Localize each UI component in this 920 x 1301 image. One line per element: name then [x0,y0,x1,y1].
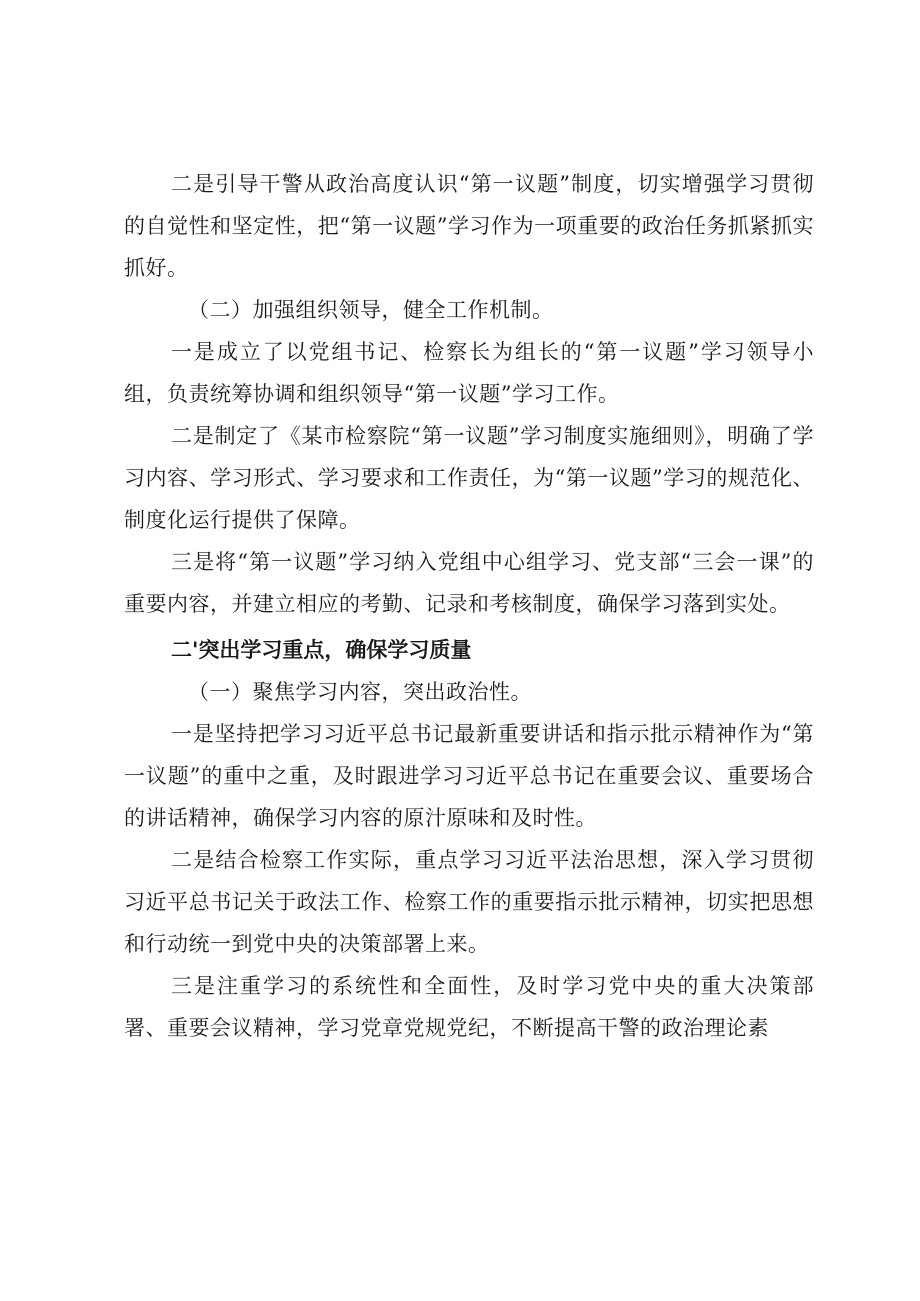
subheading-1: （一）聚焦学习内容，突出政治性。 [188,680,532,704]
paragraph-1: 二是引导干警从政治高度认识“第一议题”制度，切实增强学习贯彻的自觉性和坚定性，把“第一议题”学习作为一项重要的政治任务抓紧抓实抓好。 [124,172,814,280]
paragraph-8: 一是坚持把学习习近平总书记最新重要讲话和指示批示精神作为“第一议题”的重中之重，及时跟进学习习近平总书记在重要会议、重要场合的讲话精神，确保学习内容的原汁原味和及时性。 [124,722,814,830]
paragraph-10: 三是注重学习的系统性和全面性，及时学习党中央的重大决策部署、重要会议精神，学习党章党规党纪，不断提高干警的政治理论素 [124,974,814,1040]
paragraph-9: 二是结合检察工作实际，重点学习习近平法治思想，深入学习贯彻习近平总书记关于政法工作、检察工作的重要指示批示精神，切实把思想和行动统一到党中央的决策部署上来。 [124,848,814,956]
section-heading-2: 二'突出学习重点，确保学习质量 [171,638,472,662]
paragraph-5: 三是将“第一议题”学习纳入党组中心组学习、党支部“三会一课”的重要内容，并建立相应的考勤、记录和考核制度，确保学习落到实处。 [124,550,814,616]
paragraph-4: 二是制定了《某市检察院“第一议题”学习制度实施细则》，明确了学习内容、学习形式、学习要求和工作责任，为“第一议题”学习的规范化、制度化运行提供了保障。 [124,424,814,532]
paragraph-3: 一是成立了以党组书记、检察长为组长的“第一议题”学习领导小组，负责统筹协调和组织领导“第一议题”学习工作。 [124,340,814,406]
subheading-2: （二）加强组织领导，健全工作机制。 [188,298,554,322]
document-body [124,163,814,1049]
